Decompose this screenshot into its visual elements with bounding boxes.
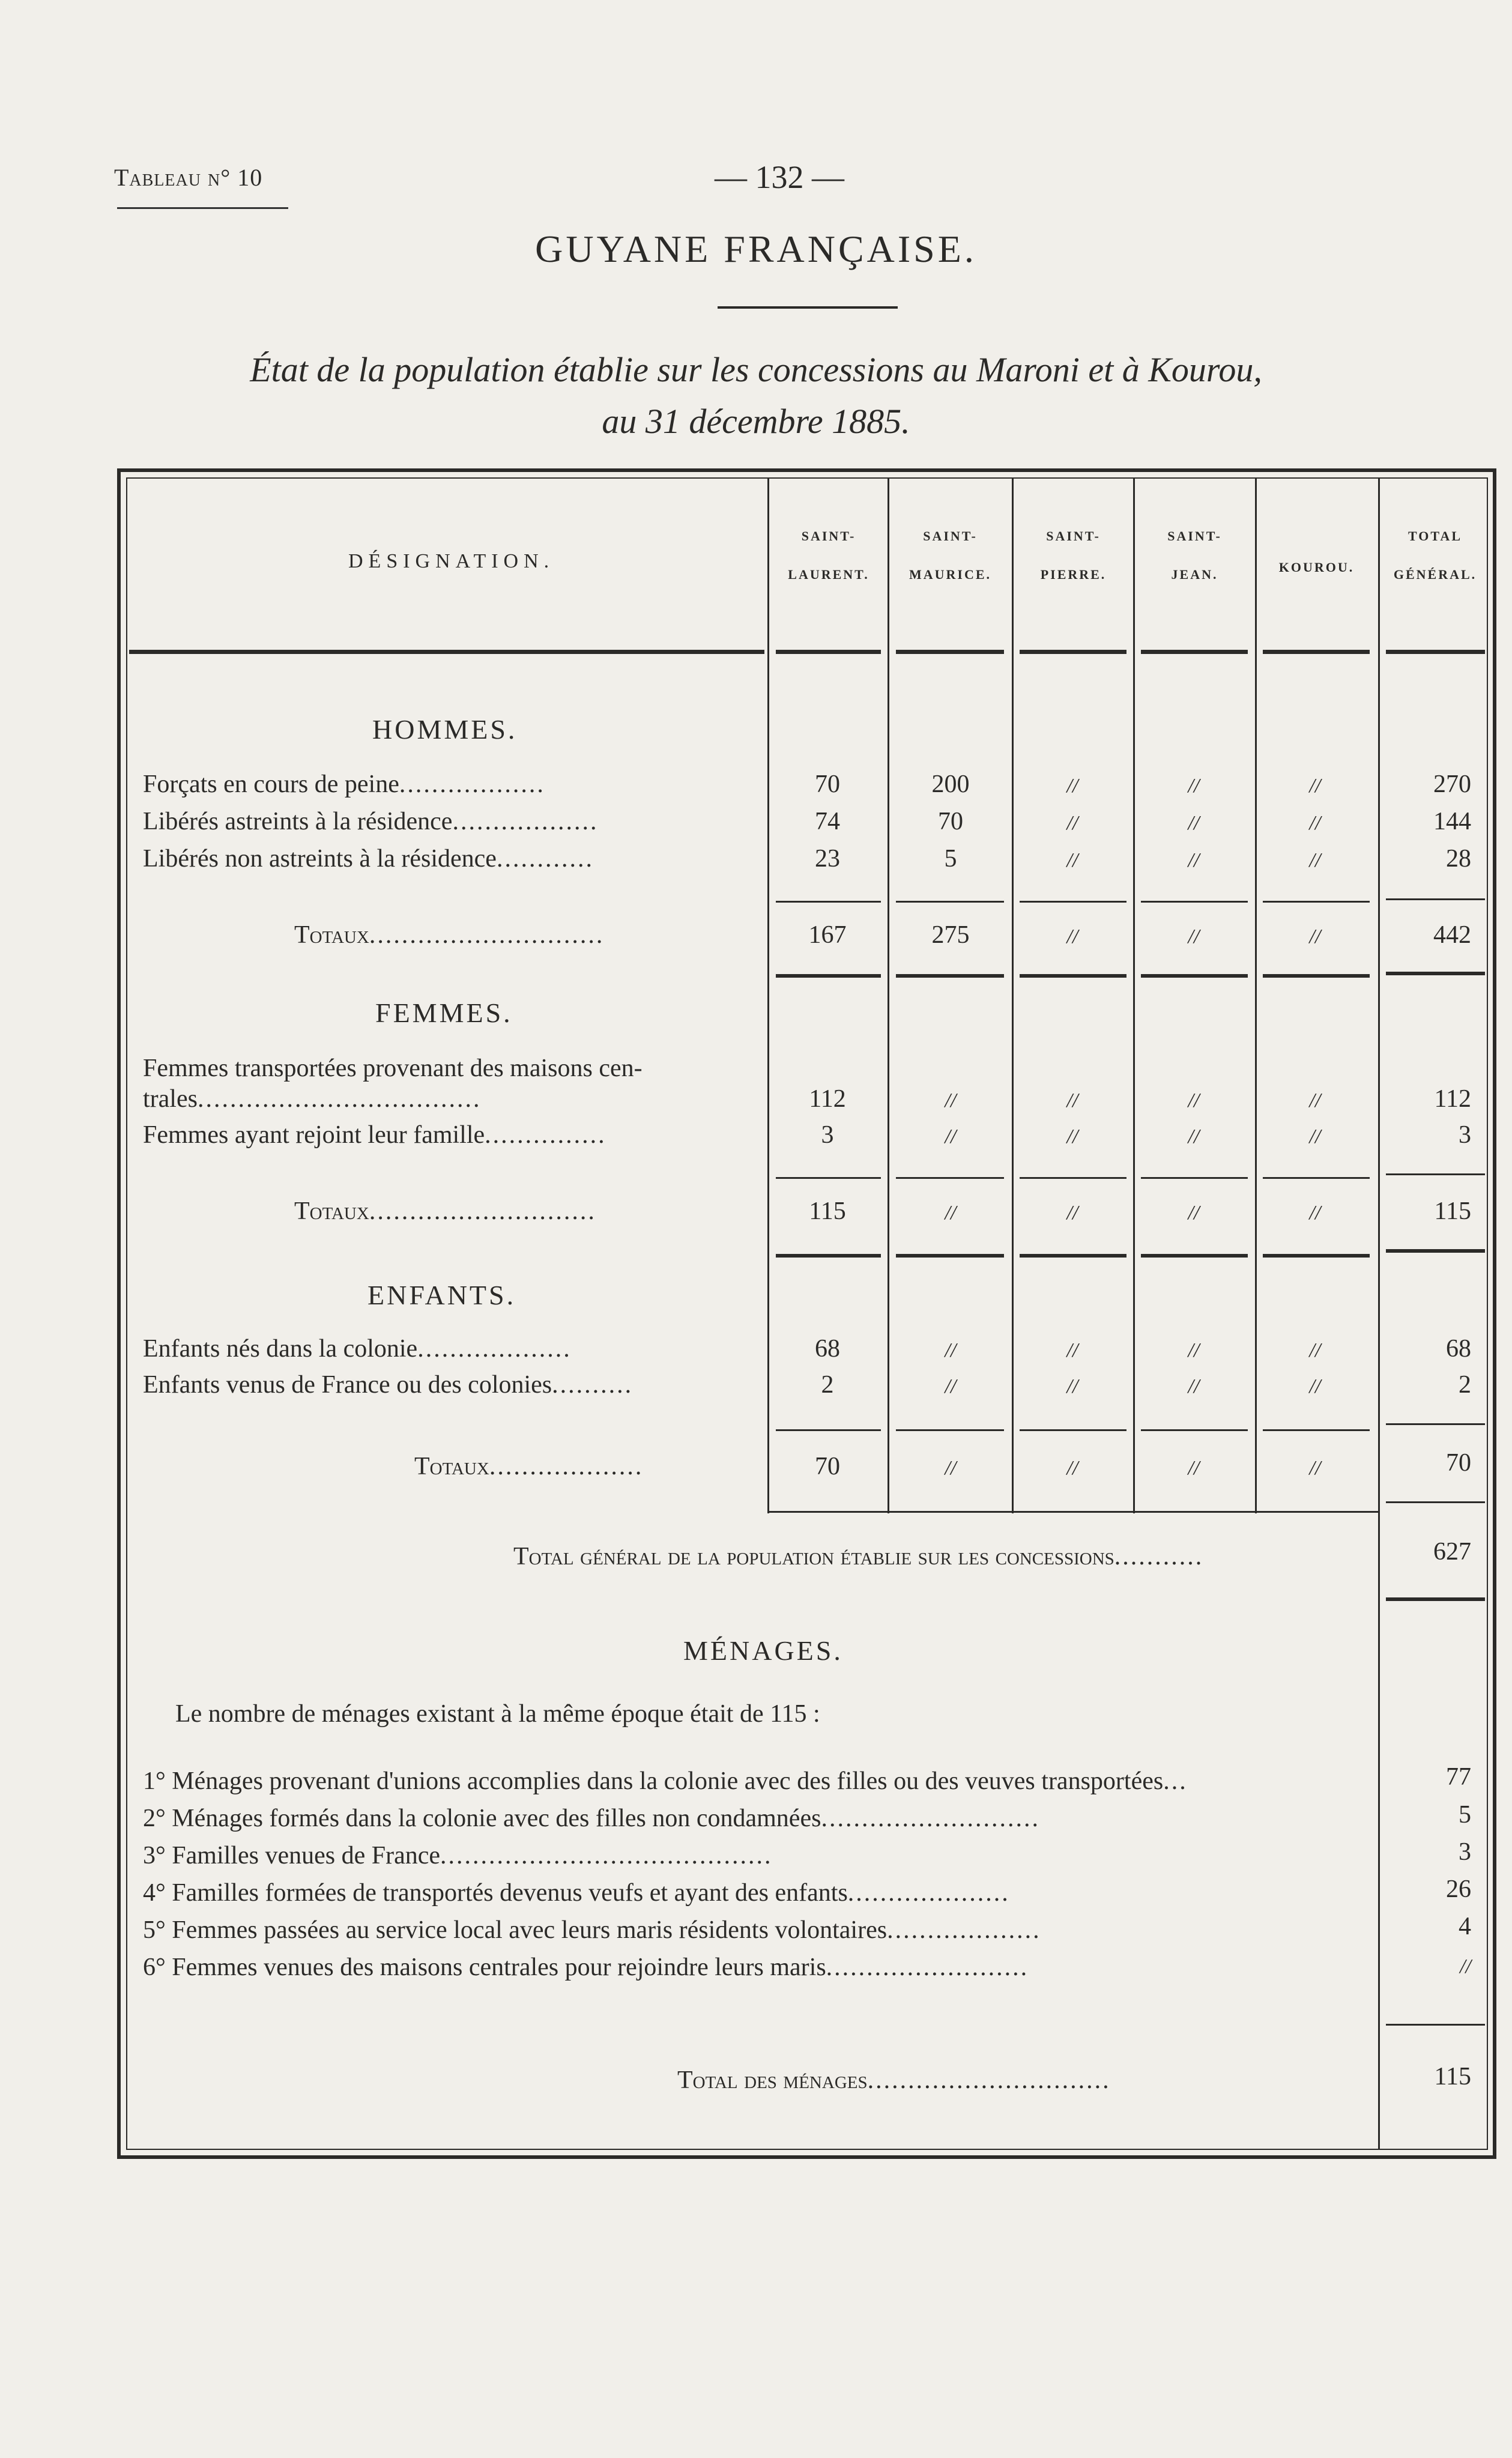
totaux-row	[414, 1452, 643, 1481]
leader-dots: .........................	[826, 1954, 1029, 1981]
ditto-cell: //	[1066, 1089, 1078, 1112]
section-title-menages: MÉNAGES.	[683, 1635, 843, 1666]
header-rule	[1386, 650, 1485, 654]
ditto-cell: //	[1188, 1202, 1200, 1224]
row-label	[143, 807, 598, 836]
ditto-cell: //	[1309, 1339, 1321, 1361]
menages-value: 3	[1459, 1838, 1471, 1866]
subtotal-rule	[1386, 1173, 1485, 1175]
leader-dots: .........................................	[440, 1842, 773, 1869]
subtotal-rule	[1020, 1429, 1126, 1431]
row-label	[143, 844, 594, 873]
totaux-label: Totaux	[414, 1453, 489, 1480]
cell: 68	[815, 1335, 840, 1363]
col-heading-line: SAINT-	[801, 528, 856, 543]
col-heading-line: JEAN.	[1171, 567, 1218, 583]
section-rule	[1263, 974, 1370, 978]
menages-item	[143, 1916, 1041, 1945]
leader-dots: ...............	[485, 1121, 606, 1149]
leader-dots: ..........	[552, 1371, 634, 1399]
header-rule	[896, 650, 1004, 654]
title-rule	[718, 306, 898, 309]
header-rule	[1263, 650, 1370, 654]
section-rule	[1020, 1254, 1126, 1258]
designation-heading: DÉSIGNATION.	[348, 550, 555, 572]
col-heading-line: SAINT-	[1046, 528, 1101, 543]
subtotal-rule	[896, 1429, 1004, 1431]
ditto-cell: //	[1066, 925, 1078, 948]
section-rule	[1141, 974, 1248, 978]
subtotal-rule	[1020, 901, 1126, 903]
leader-dots: ...................	[489, 1453, 644, 1480]
cell: 5	[944, 845, 957, 873]
totaux-row	[294, 1197, 596, 1226]
ditto-cell: //	[1188, 1375, 1200, 1397]
col-heading-line: MAURICE.	[909, 567, 992, 583]
menages-item-label: 2° Ménages formés dans la colonie avec des filles non condamnées	[143, 1805, 821, 1832]
totaux-label: Totaux	[294, 1197, 369, 1225]
cell-total: 442	[1433, 921, 1471, 949]
row-label: Femmes transportées provenant des maisons cen-	[143, 1055, 643, 1082]
menages-value: 26	[1446, 1875, 1471, 1903]
ditto-cell: //	[1309, 812, 1321, 834]
ditto-cell: //	[1188, 775, 1200, 797]
col-saint-jean	[1136, 528, 1253, 583]
leader-dots: ..............................	[867, 2066, 1111, 2094]
menages-total-row	[677, 2066, 1111, 2095]
leader-dots: ....................	[847, 1879, 1010, 1907]
menages-value: 4	[1459, 1913, 1471, 1940]
leader-dots: ...........	[1114, 1543, 1204, 1570]
menages-item-label: 6° Femmes venues des maisons centrales pour rejoindre leurs maris	[143, 1954, 826, 1981]
header-rule	[776, 650, 881, 654]
col-heading-line: KOUROU.	[1278, 560, 1355, 575]
col-divider	[1133, 477, 1135, 1513]
section-rule	[1141, 1254, 1248, 1258]
section-rule	[1386, 1249, 1485, 1253]
ditto-cell: //	[1188, 812, 1200, 834]
ditto-cell: //	[1188, 1339, 1200, 1361]
col-divider	[1012, 477, 1014, 1513]
total-general-label: Total général de la population établie sur les concessions	[513, 1543, 1114, 1570]
ditto-cell: //	[1309, 1125, 1321, 1148]
ditto-cell: //	[1309, 1202, 1321, 1224]
col-divider	[767, 477, 769, 1513]
menages-item	[143, 1767, 1188, 1796]
col-saint-pierre	[1015, 528, 1132, 583]
menages-value: 5	[1459, 1801, 1471, 1829]
ditto-cell: //	[1188, 1457, 1200, 1479]
ditto-cell: //	[1066, 812, 1078, 834]
ditto-cell: //	[1066, 1457, 1078, 1479]
col-saint-maurice	[892, 528, 1009, 583]
subtotal-rule	[1141, 901, 1248, 903]
cell-total: 115	[1434, 1197, 1471, 1225]
row-label-text: Libérés non astreints à la résidence	[143, 845, 497, 873]
subtotal-rule	[1141, 1429, 1248, 1431]
cell-total: 3	[1459, 1121, 1471, 1149]
col-saint-laurent	[772, 528, 886, 583]
leader-dots: ...........................	[821, 1805, 1040, 1832]
page-title: GUYANE FRANÇAISE.	[535, 228, 977, 270]
subtotal-rule	[1263, 1177, 1370, 1179]
leader-dots: ..................	[399, 770, 545, 798]
table-label: Tableau n° 10	[114, 164, 263, 191]
ditto-cell: //	[1309, 1375, 1321, 1397]
row-label	[143, 1370, 633, 1399]
cell-total: 2	[1459, 1371, 1471, 1399]
cell-total: 270	[1433, 770, 1471, 798]
leader-dots: ..................	[452, 808, 599, 835]
col-total-general	[1381, 528, 1489, 583]
col-divider	[888, 477, 889, 1513]
cell: 70	[815, 770, 840, 798]
menages-item	[143, 1878, 1010, 1907]
cell: 74	[815, 808, 840, 835]
subtotal-rule	[1386, 898, 1485, 900]
col-divider	[1255, 477, 1257, 1513]
leader-dots: ...................	[417, 1335, 572, 1363]
header-rule	[129, 650, 764, 654]
ditto-cell: //	[1309, 775, 1321, 797]
cell: 115	[809, 1197, 846, 1225]
total-general-value: 627	[1433, 1538, 1471, 1566]
ditto-cell: //	[1066, 1202, 1078, 1224]
subtotal-rule	[776, 901, 881, 903]
total-general-row	[513, 1542, 1203, 1571]
section-rule	[896, 1254, 1004, 1258]
ditto-cell: //	[945, 1125, 957, 1148]
subtotal-rule	[1263, 1429, 1370, 1431]
cell: 23	[815, 845, 840, 873]
ditto-cell: //	[1309, 1089, 1321, 1112]
cell-total: 112	[1434, 1085, 1471, 1113]
section-rule	[776, 974, 881, 978]
ditto-cell: //	[1188, 925, 1200, 948]
row-label	[143, 1121, 606, 1149]
col-heading-line: SAINT-	[1167, 528, 1222, 543]
ditto-cell: //	[1066, 1125, 1078, 1148]
menages-item	[143, 1804, 1040, 1833]
col-heading-line: LAURENT.	[788, 567, 869, 583]
section-title-hommes: HOMMES.	[372, 714, 518, 745]
menages-item	[143, 1953, 1029, 1982]
cell-total: 70	[1446, 1449, 1471, 1477]
col-heading-line: PIERRE.	[1040, 567, 1107, 583]
subtotal-rule	[776, 1177, 881, 1179]
section-rule	[1263, 1254, 1370, 1258]
total-general-rule	[1386, 1597, 1485, 1601]
ditto-cell: //	[945, 1202, 957, 1224]
cell-total: 144	[1433, 808, 1471, 835]
subtotal-rule	[1141, 1177, 1248, 1179]
ditto-cell: //	[945, 1089, 957, 1112]
subtotal-rule	[896, 901, 1004, 903]
ditto-cell: //	[1188, 1089, 1200, 1112]
row-label-text: Enfants venus de France ou des colonies	[143, 1371, 552, 1399]
leader-dots: ...	[1163, 1767, 1188, 1795]
col-divider-total	[1378, 477, 1380, 2150]
cell: 2	[821, 1371, 834, 1399]
cell: 200	[931, 770, 970, 798]
menages-value: //	[1460, 1955, 1471, 1978]
subtitle-line-1: État de la population établie sur les concessions au Maroni et à Kourou,	[250, 350, 1262, 389]
ditto-cell: //	[1066, 849, 1078, 871]
totaux-row	[294, 921, 604, 949]
section-rule	[1020, 974, 1126, 978]
menages-item-label: 4° Familles formées de transportés devenus veufs et ayant des enfants	[143, 1879, 848, 1907]
section-title-femmes: FEMMES.	[375, 997, 513, 1028]
leader-dots: ...................................	[197, 1085, 482, 1113]
menages-intro: Le nombre de ménages existant à la même époque était de 115 :	[175, 1700, 820, 1728]
header-rule	[1020, 650, 1126, 654]
ditto-cell: //	[945, 1339, 957, 1361]
totaux-label: Totaux	[294, 921, 369, 949]
row-label	[143, 1334, 572, 1363]
menages-item-label: 1° Ménages provenant d'unions accomplies dans la colonie avec des filles ou des veuves transportées	[143, 1767, 1164, 1795]
header-ornament-rule	[117, 207, 288, 209]
ditto-cell: //	[945, 1375, 957, 1397]
section-rule	[1386, 972, 1485, 975]
col-heading-line: GÉNÉRAL.	[1393, 567, 1477, 583]
ditto-cell: //	[1066, 1375, 1078, 1397]
row-label	[143, 770, 545, 799]
menages-item-label: 3° Familles venues de France	[143, 1842, 440, 1869]
cell: 3	[821, 1121, 834, 1149]
ditto-cell: //	[1309, 925, 1321, 948]
row-label-text: Forçats en cours de peine	[143, 770, 399, 798]
row-label-text: Enfants nés dans la colonie	[143, 1335, 418, 1363]
ditto-cell: //	[1066, 1339, 1078, 1361]
subtotal-rule	[896, 1177, 1004, 1179]
cell: 70	[815, 1453, 840, 1480]
ditto-cell: //	[1309, 1457, 1321, 1479]
ditto-cell: //	[1309, 849, 1321, 871]
header-rule	[1141, 650, 1248, 654]
cell: 275	[931, 921, 970, 949]
menages-item-label: 5° Femmes passées au service local avec leurs maris résidents volontaires	[143, 1916, 888, 1944]
leader-dots: ............	[496, 845, 594, 873]
cell-total: 68	[1446, 1335, 1471, 1363]
row-label-continuation	[143, 1085, 481, 1113]
section-rule	[776, 1254, 881, 1258]
col-heading-line: SAINT-	[923, 528, 978, 543]
menages-item	[143, 1841, 773, 1870]
ditto-cell: //	[1188, 849, 1200, 871]
leader-dots: ...................	[887, 1916, 1041, 1944]
col-kourou	[1258, 560, 1375, 575]
subtotal-rule	[1020, 1177, 1126, 1179]
leader-dots: ............................	[369, 1197, 596, 1225]
cell: 112	[809, 1085, 846, 1113]
section-title-enfants: ENFANTS.	[367, 1280, 516, 1310]
subtotal-rule	[776, 1429, 881, 1431]
subtotal-rule	[1263, 901, 1370, 903]
cell: 70	[938, 808, 963, 835]
menages-total-value: 115	[1434, 2063, 1471, 2090]
row-label-text: trales	[143, 1085, 198, 1113]
ditto-cell: //	[945, 1457, 957, 1479]
leader-dots: .............................	[369, 921, 605, 949]
section-rule	[896, 974, 1004, 978]
menages-total-label: Total des ménages	[677, 2066, 868, 2094]
row-label-text: Femmes ayant rejoint leur famille	[143, 1121, 485, 1149]
subtotal-rule	[1386, 1423, 1485, 1425]
col-heading-line: TOTAL	[1408, 528, 1462, 543]
ditto-cell: //	[1188, 1125, 1200, 1148]
subtotal-rule	[1386, 1501, 1485, 1503]
cell: 167	[808, 921, 847, 949]
ditto-cell: //	[1066, 775, 1078, 797]
menages-total-rule	[1386, 2024, 1485, 2026]
cell-total: 28	[1446, 845, 1471, 873]
row-label-text: Libérés astreints à la résidence	[143, 808, 453, 835]
subtitle-line-2: au 31 décembre 1885.	[602, 402, 910, 441]
menages-value: 77	[1446, 1763, 1471, 1791]
table-body-bottom-rule	[767, 1511, 1378, 1513]
page-number: — 132 —	[715, 159, 844, 195]
